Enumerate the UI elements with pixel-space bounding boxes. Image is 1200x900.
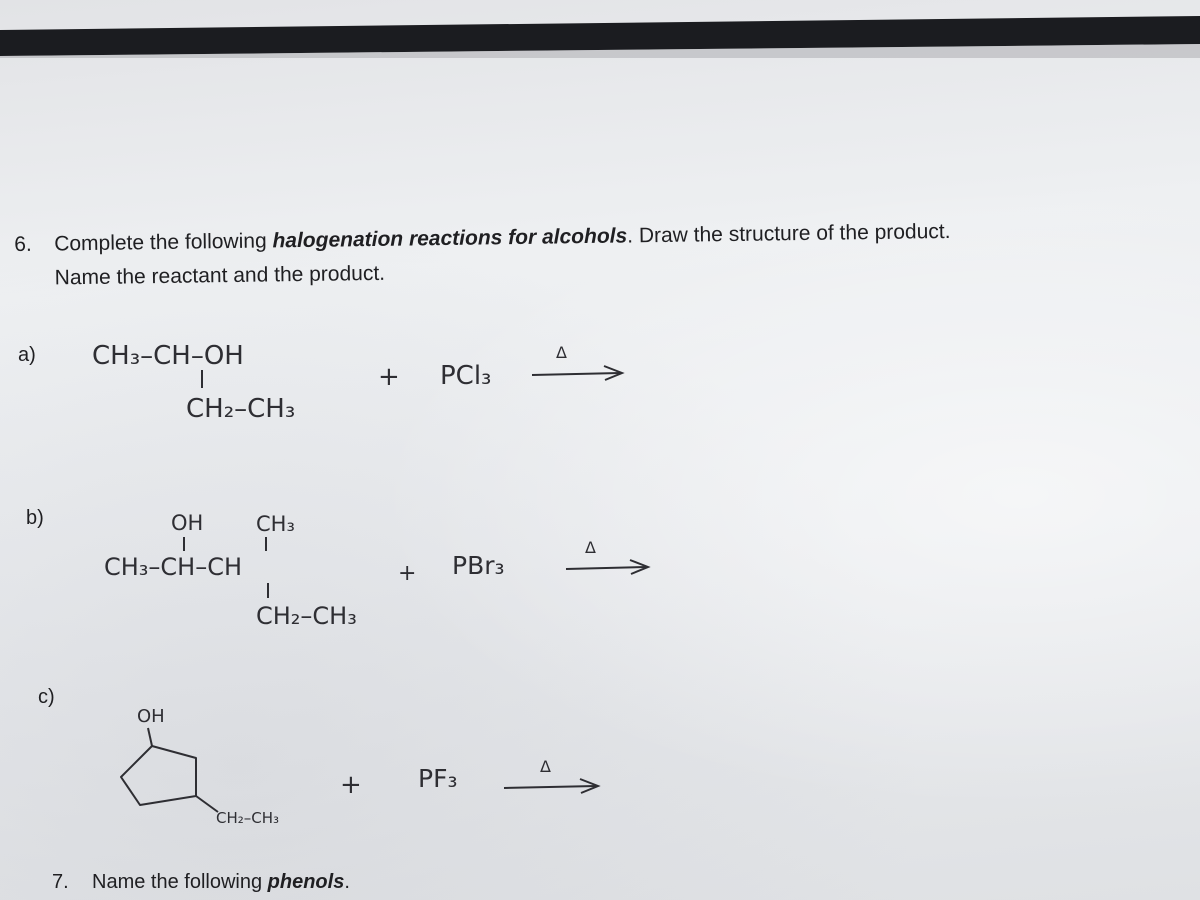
question-7-number: 7. [52,871,69,893]
question-7-emphasis: phenols [267,871,345,893]
question-6-emphasis: halogenation reactions for alcohols [272,224,628,253]
part-a-branch: CH₂–CH₃ [186,394,296,424]
part-a-plus: + [378,362,400,392]
question-6-line-2: Name the reactant and the product. [54,261,386,290]
part-b-label: b) [26,507,44,529]
part-a-chain: CH₃–CH–OH [92,341,244,371]
part-c-reagent: PF₃ [418,764,458,793]
question-7 [52,871,350,894]
part-b-plus: + [398,561,417,586]
part-a-heat-symbol: Δ [556,343,567,362]
part-b-heat-symbol: Δ [585,538,596,557]
part-b-arrow-shaft [566,567,646,569]
part-b-top-ch3: CH₃ [256,512,295,536]
part-c-oh-bond [148,728,152,746]
question-7-text-before: Name the following [92,871,268,893]
cyclopentane-ring [121,746,196,805]
part-c-label: c) [38,686,55,708]
part-a-reagent: PCl₃ [440,361,492,391]
part-b-chain: CH₃–CH–CH [104,553,243,581]
part-a-label: a) [18,344,36,366]
part-b-reagent: PBr₃ [452,551,505,580]
part-c-plus: + [340,770,362,800]
part-c-arrow-shaft [504,786,596,788]
part-b-reaction [104,511,648,630]
part-a-reaction [92,341,622,424]
part-c-oh: OH [137,706,165,727]
question-6-text-after: . Draw the structure of the product. [627,219,951,248]
part-b-top-oh: OH [171,511,204,535]
part-a-arrow-shaft [532,373,620,375]
question-7-text-after: . [344,871,350,893]
part-c-substituent: CH₂–CH₃ [216,809,280,827]
part-c-heat-symbol: Δ [540,757,551,776]
question-6-number: 6. [14,232,32,256]
part-c-substituent-bond [196,796,218,812]
part-b-branch: CH₂–CH₃ [256,602,357,630]
question-6-text-before: Complete the following [54,229,273,256]
part-c-reaction [121,706,598,827]
